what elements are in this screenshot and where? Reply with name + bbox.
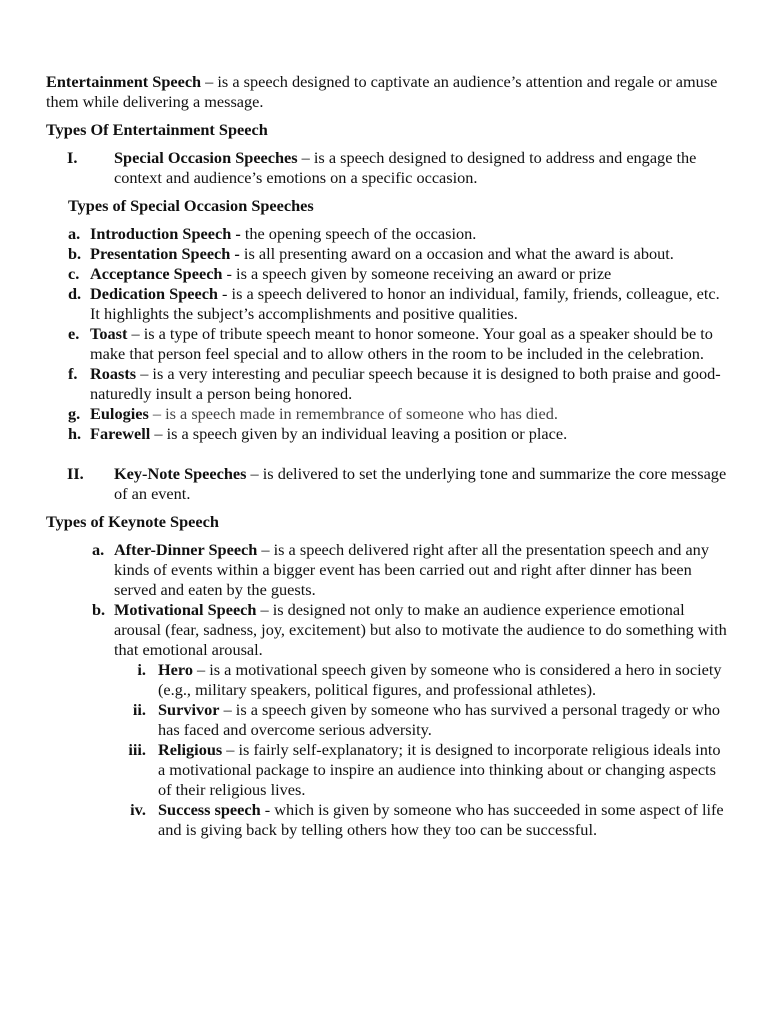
list-item [46,600,728,660]
special-occasion-list [46,224,728,444]
item-marker: g. [68,404,81,423]
item-term: Eulogies [90,404,149,423]
item-marker: a. [92,540,105,559]
list-item [46,284,728,324]
item-marker: h. [68,424,82,443]
list-item [46,800,728,840]
keynote-list [46,540,728,660]
section-special-occasion [46,148,728,188]
item-text: – is a speech delivered right after all the presentation speech and any kinds of events within a bigger event has been carried out and right after dinner has been served and eaten by the guests. [114,540,709,599]
motivational-sublist [46,660,728,840]
item-marker: f. [68,364,78,383]
item-marker: e. [68,324,80,343]
item-text: is all presenting award on a occasion and what the award is about. [239,244,674,263]
list-item [46,364,728,404]
item-term: Acceptance Speech [90,264,223,283]
item-term: Hero [158,660,193,679]
list-item [46,404,728,424]
list-item [46,424,728,444]
section-spacer [46,444,728,464]
item-marker: a. [68,224,81,243]
section-term: Key-Note Speeches [114,464,247,483]
list-item [46,660,728,700]
item-text: – is fairly self-explanatory; it is designed to incorporate religious ideals into a motivational package to inspire an audience into thinking about or changing aspects of their religious lives. [158,740,721,799]
item-marker: c. [68,264,80,283]
item-text: – is designed not only to make an audience experience emotional arousal (fear, sadness, joy, excitement) but also to motivate the audience to do something with that emotional arousal. [114,600,727,659]
section-marker: II. [67,464,84,483]
item-marker: b. [68,244,82,263]
item-text: – is a motivational speech given by someone who is considered a hero in society (e.g., military speakers, political figures, and professional athletes). [158,660,722,699]
item-term: Roasts [90,364,137,383]
section-text: – is delivered to set the underlying tone and summarize the core message of an event. [114,464,727,503]
item-text: – is a speech given by an individual leaving a position or place. [150,424,568,443]
item-marker: iv. [130,800,146,819]
item-text: - which is given by someone who has succeeded in some aspect of life and is giving back by telling others how they too can be successful. [158,800,724,839]
item-marker: ii. [132,700,146,719]
item-marker: d. [68,284,82,303]
keynote-subheading: Types of Keynote Speech [46,512,219,531]
item-term: Farewell [90,424,151,443]
list-item [46,244,728,264]
item-term: Survivor [158,700,220,719]
item-text: – is a speech given by someone who has survived a personal tragedy or who has faced and overcome serious adversity. [158,700,721,739]
item-text: the opening speech of the occasion. [240,224,477,243]
section-key-note [46,464,728,504]
list-item [46,264,728,284]
item-marker: b. [92,600,106,619]
intro-text: – is a speech designed to captivate an audience’s attention and regale or amuse them while delivering a message. [46,72,718,111]
section-term: Special Occasion Speeches [114,148,298,167]
item-text: – is a very interesting and peculiar speech because it is designed to both praise and good-naturedly insult a person being honored. [90,364,721,403]
list-item [46,700,728,740]
list-item [46,324,728,364]
item-term: Success speech [158,800,261,819]
item-term: Toast [90,324,128,343]
item-term: Dedication Speech [90,284,218,303]
section-text: – is a speech designed to designed to address and engage the context and audience’s emotions on a specific occasion. [114,148,697,187]
item-marker: i. [137,660,146,679]
item-text: - is a speech delivered to honor an individual, family, friends, colleague, etc. It highlights the subject’s accomplishments and positive qualities. [90,284,720,323]
item-term: Introduction Speech - [90,224,241,243]
types-heading: Types Of Entertainment Speech [46,120,268,139]
item-term: Religious [158,740,223,759]
list-item [46,224,728,244]
item-text: - is a speech given by someone receiving an award or prize [222,264,612,283]
list-item [46,740,728,800]
item-marker: iii. [128,740,146,759]
intro-term: Entertainment Speech [46,72,202,91]
item-term: After-Dinner Speech [114,540,258,559]
item-text: – is a speech made in remembrance of someone who has died. [148,404,558,423]
list-item [46,540,728,600]
section-marker: I. [67,148,78,167]
special-occasion-subheading: Types of Special Occasion Speeches [68,196,314,215]
item-text: – is a type of tribute speech meant to honor someone. Your goal as a speaker should be to make that person feel special and to allow others in the room to be included in the celebration. [90,324,713,363]
intro-paragraph [46,72,728,112]
item-term: Motivational Speech [114,600,257,619]
item-term: Presentation Speech - [90,244,240,263]
